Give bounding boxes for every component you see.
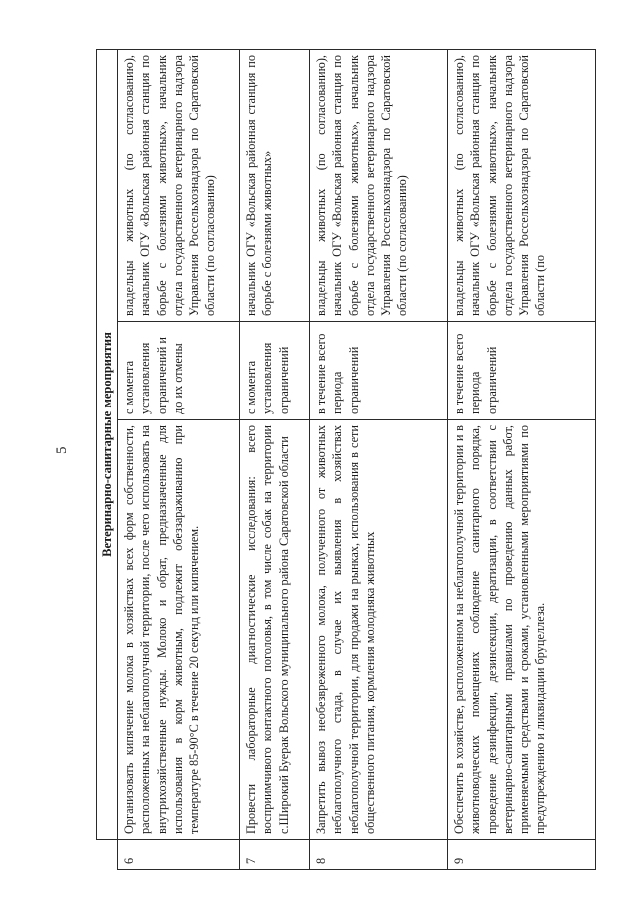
row-number: 9 bbox=[448, 840, 596, 870]
responsible-text: владельцы животных (по согласованию), начальник ОГУ «Вольская районная станция по борьбе с болезнями животных», начальник отдела государственного ветеринарного надзора Управления Россельхознадзора по Саратовской области (по bbox=[448, 50, 596, 322]
rotated-table-container bbox=[96, 50, 592, 870]
section-header-row bbox=[97, 50, 118, 870]
row-number: 7 bbox=[240, 840, 310, 870]
row-number: 8 bbox=[310, 840, 448, 870]
responsible-text: начальник ОГУ «Вольская районная станция по борьбе с болезнями животных» bbox=[240, 50, 310, 322]
measure-text: Организовать кипячение молока в хозяйствах всех форм собственности, расположенных на неблагополучной территории, после чего использовать на внутрихозяйственные нужды. Молоко и обрат, предназначенные для использования в корм животным, подлежит обеззараживанию при температуре 85-90°С в течение 20 секунд или кипячением. bbox=[118, 420, 240, 840]
table-row bbox=[310, 50, 448, 870]
term-text: в течение всего периода ограничений bbox=[310, 322, 448, 420]
row-number: 6 bbox=[118, 840, 240, 870]
measures-table bbox=[96, 49, 596, 870]
measure-text: Обеспечить в хозяйстве, расположенном на неблагополучной территории и в животноводческих помещениях соблюдение санитарного порядка, проведение дезинфекции, дезинсекции, дератизации, в соответствии с ветеринарно-санитарными правилами по проведению данных работ, применяемыми средствами и сроками, установленными мероприятиями по предупреждению и ликвидации бруцеллеза. bbox=[448, 420, 596, 840]
responsible-text: владельцы животных (по согласованию), начальник ОГУ «Вольская районная станция по борьбе с болезнями животных», начальник отдела государственного ветеринарного надзора Управления Россельхознадзора по Саратовской области (по согласованию) bbox=[310, 50, 448, 322]
table-row bbox=[240, 50, 310, 870]
term-text: в течение всего периода ограничений bbox=[448, 322, 596, 420]
measure-text: Провести лабораторные диагностические исследования: всего восприимчивого контактного поголовья, в том числе собак на территории с.Широкий Буерак Вольского муниципального района Саратовской области bbox=[240, 420, 310, 840]
term-text: с момента установления ограничений bbox=[240, 322, 310, 420]
header-spacer bbox=[97, 840, 118, 870]
term-text: с момента установления ограничений и до их отмены bbox=[118, 322, 240, 420]
measure-text: Запретить вывоз необезвреженного молока, полученного от животных неблагополучного стада, в случае их выявления в хозяйствах неблагополучной территории, для продажи на рынках, использования в сети общественного питания, кормления молодняка животных bbox=[310, 420, 448, 840]
responsible-text: владельцы животных (по согласованию), начальник ОГУ «Вольская районная станция по борьбе с болезнями животных», начальник отдела государственного ветеринарного надзора Управления Россельхознадзора по Саратовской области (по согласованию) bbox=[118, 50, 240, 322]
section-header: Ветеринарно-санитарные мероприятия bbox=[97, 50, 118, 840]
table-row bbox=[448, 50, 596, 870]
page-number: 5 bbox=[54, 446, 70, 454]
table-row bbox=[118, 50, 240, 870]
